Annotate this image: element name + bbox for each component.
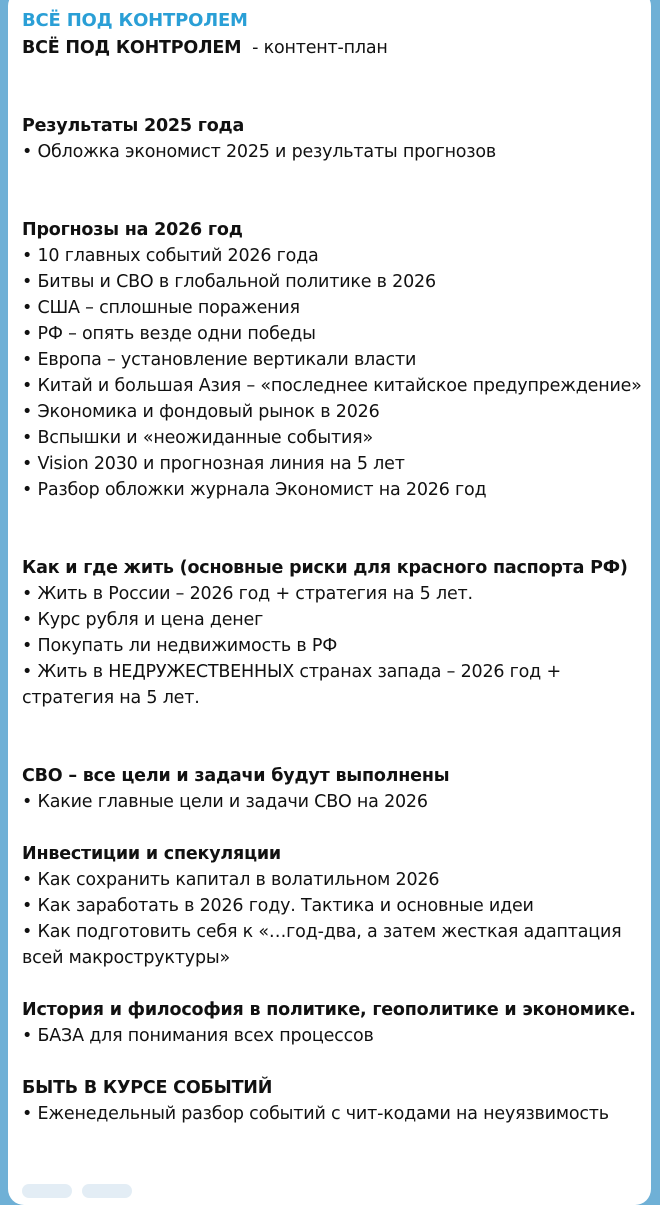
spacer — [22, 165, 642, 217]
list-item: • Китай и большая Азия – «последнее китайское предупреждение» — [22, 376, 642, 396]
list-item: • Покупать ли недвижимость в РФ — [22, 636, 338, 656]
section-stay-informed — [22, 1075, 642, 1127]
list-item: • Жить в НЕДРУЖЕСТВЕННЫХ странах запада – 2026 год + стратегия на 5 лет. — [22, 662, 561, 708]
reaction-chip[interactable] — [22, 1184, 72, 1198]
section-forecasts-2026 — [22, 217, 642, 503]
section-where-to-live — [22, 555, 642, 711]
list-item: • Вспышки и «неожиданные события» — [22, 428, 373, 448]
list-item: • Экономика и фондовый рынок в 2026 — [22, 402, 380, 422]
list-item: • 10 главных событий 2026 года — [22, 246, 319, 266]
reaction-chip[interactable] — [82, 1184, 132, 1198]
section-investments — [22, 841, 642, 971]
list-item: • Обложка экономист 2025 и результаты прогнозов — [22, 142, 497, 162]
section-heading: История и философия в политике, геополитике и экономике. — [22, 1000, 636, 1020]
list-item: • Европа – установление вертикали власти — [22, 350, 417, 370]
spacer — [22, 61, 642, 113]
list-item: • Битвы и СВО в глобальной политике в 2026 — [22, 272, 436, 292]
list-item: • РФ – опять везде одни победы — [22, 324, 316, 344]
section-heading: Инвестиции и спекуляции — [22, 844, 281, 864]
section-svo — [22, 763, 642, 815]
section-history-philosophy — [22, 997, 642, 1049]
section-heading: Как и где жить (основные риски для красного паспорта РФ) — [22, 558, 628, 578]
list-item: • Курс рубля и цена денег — [22, 610, 264, 630]
post-title-bold: ВСЁ ПОД КОНТРОЛЕМ — [22, 38, 242, 58]
post-title — [22, 35, 642, 61]
list-item: • Еженедельный разбор событий с чит-кодами на неуязвимость — [22, 1104, 609, 1124]
spacer — [22, 1049, 642, 1075]
list-item: • Разбор обложки журнала Экономист на 2026 год — [22, 480, 487, 500]
spacer — [22, 815, 642, 841]
list-item: • Как заработать в 2026 году. Тактика и основные идеи — [22, 896, 534, 916]
list-item: • БАЗА для понимания всех процессов — [22, 1026, 374, 1046]
section-heading: Прогнозы на 2026 год — [22, 220, 243, 240]
list-item: • Жить в России – 2026 год + стратегия на 5 лет. — [22, 584, 473, 604]
message-content — [22, 10, 642, 1127]
section-results-2025 — [22, 113, 642, 165]
section-heading: Результаты 2025 года — [22, 116, 245, 136]
spacer — [22, 503, 642, 555]
section-heading: СВО – все цели и задачи будут выполнены — [22, 766, 450, 786]
list-item: • США – сплошные поражения — [22, 298, 300, 318]
section-heading: БЫТЬ В КУРСЕ СОБЫТИЙ — [22, 1078, 273, 1098]
spacer — [22, 711, 642, 763]
list-item: • Как сохранить капитал в волатильном 2026 — [22, 870, 440, 890]
reactions-bar — [22, 1184, 132, 1198]
list-item: • Как подготовить себя к «…год-два, а затем жесткая адаптация всей макроструктуры» — [22, 922, 622, 968]
spacer — [22, 971, 642, 997]
post-title-rest: - контент-план — [241, 38, 388, 58]
list-item: • Какие главные цели и задачи СВО на 2026 — [22, 792, 428, 812]
list-item: • Vision 2030 и прогнозная линия на 5 лет — [22, 454, 405, 474]
channel-name[interactable]: ВСЁ ПОД КОНТРОЛЕМ — [22, 10, 248, 31]
